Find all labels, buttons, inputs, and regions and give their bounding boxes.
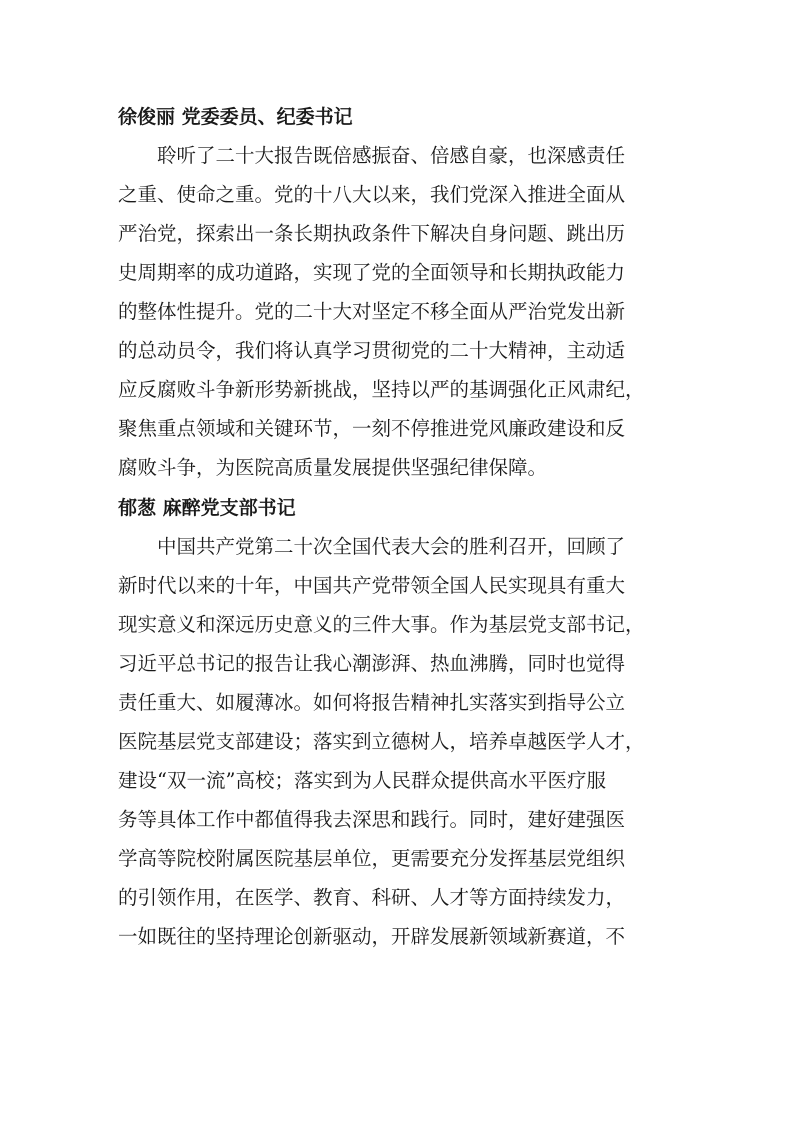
text-line: 务等具体工作中都值得我去深思和践行。同时，建好建强医 <box>118 808 626 831</box>
text-line: 之重、使命之重。党的十八大以来，我们党深入推进全面从 <box>118 183 626 206</box>
section-xu-junli <box>118 98 678 487</box>
text-line: 腐败斗争，为医院高质量发展提供坚强纪律保障。 <box>118 456 548 479</box>
section-heading: 徐俊丽 党委委员、纪委书记 <box>118 106 353 128</box>
text-line: 新时代以来的十年，中国共产党带领全国人民实现具有重大 <box>118 574 626 597</box>
text-line: 应反腐败斗争新形势新挑战，坚持以严的基调强化正风肃纪， <box>118 378 645 401</box>
text-line: 的引领作用，在医学、教育、科研、人才等方面持续发力， <box>118 886 626 909</box>
text-line: 学高等院校附属医院基层单位，更需要充分发挥基层党组织 <box>118 847 626 870</box>
text-line: 一如既往的坚持理论创新驱动，开辟发展新领域新赛道，不 <box>118 925 626 948</box>
section-yu-cong <box>118 489 678 956</box>
text-line: 聆听了二十大报告既倍感振奋、倍感自豪，也深感责任 <box>157 144 626 167</box>
text-line: 现实意义和深远历史意义的三件大事。作为基层党支部书记， <box>118 613 645 636</box>
text-line: 责任重大、如履薄冰。如何将报告精神扎实落实到指导公立 <box>118 691 626 714</box>
section-heading: 郁葱 麻醉党支部书记 <box>118 497 296 519</box>
text-line: 聚焦重点领域和关键环节，一刻不停推进党风廉政建设和反 <box>118 417 626 440</box>
text-line: 中国共产党第二十次全国代表大会的胜利召开，回顾了 <box>157 535 626 558</box>
text-line: 习近平总书记的报告让我心潮澎湃、热血沸腾，同时也觉得 <box>118 652 626 675</box>
text-line: 的整体性提升。党的二十大对坚定不移全面从严治党发出新 <box>118 300 626 323</box>
text-line: 建设“双一流”高校；落实到为人民群众提供高水平医疗服 <box>118 769 606 792</box>
text-line: 严治党，探索出一条长期执政条件下解决自身问题、跳出历 <box>118 222 626 245</box>
text-line: 医院基层党支部建设；落实到立德树人，培养卓越医学人才， <box>118 730 645 753</box>
text-line: 的总动员令，我们将认真学习贯彻党的二十大精神，主动适 <box>118 339 626 362</box>
paragraph <box>118 136 678 487</box>
document-page <box>118 98 678 956</box>
paragraph <box>118 527 678 956</box>
text-line: 史周期率的成功道路，实现了党的全面领导和长期执政能力 <box>118 261 626 284</box>
